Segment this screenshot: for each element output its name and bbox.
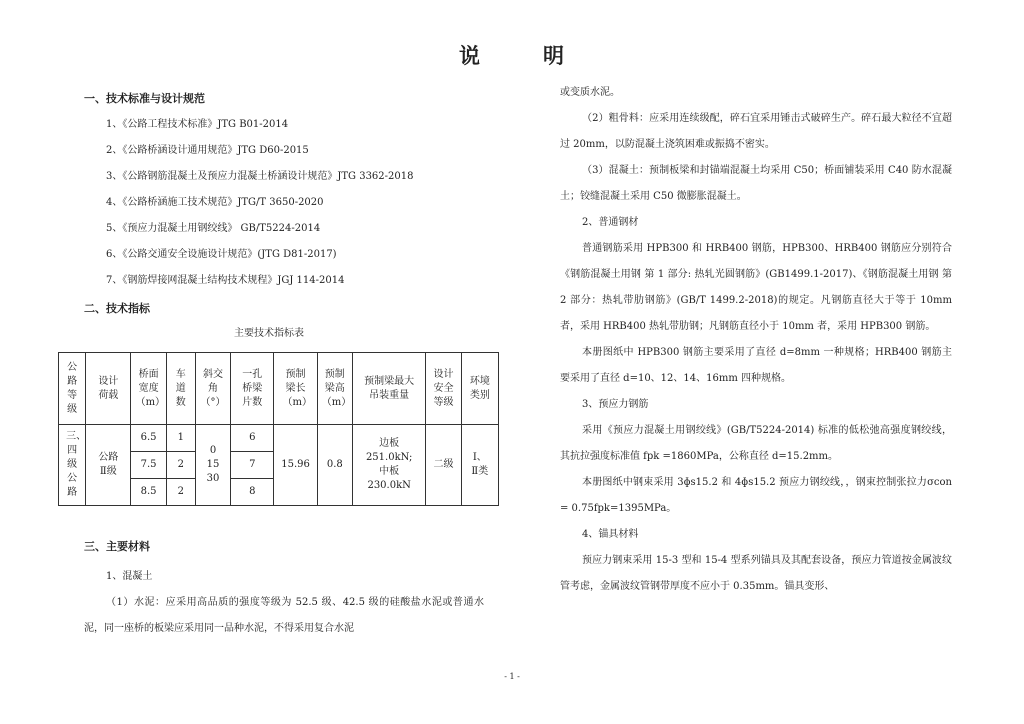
prestress-paragraph-1: 采用《预应力混凝土用钢绞线》(GB/T5224-2014) 标准的低松弛高强度钢绞线，其抗拉强度标准值 fpk =1860MPa，公称直径 d=15.2mm。: [560, 425, 952, 462]
th-width: 桥面宽度（m）: [131, 353, 166, 425]
th-env: 环境类别: [461, 353, 498, 425]
ref-6: 6、《公路交通安全设施设计规范》(JTG D81-2017): [106, 249, 337, 260]
cell-road-class: 三、四级公路: [59, 425, 86, 506]
cell-skew: 0 15 30: [195, 425, 230, 506]
spec-table: [58, 352, 499, 506]
ref-5: 5、《预应力混凝土用钢绞线》 GB/T5224-2014: [106, 223, 321, 234]
cell-girders: 7: [231, 452, 274, 479]
concrete-paragraph: （3）混凝土：预制板梁和封锚端混凝土均采用 C50；桥面铺装采用 C40 防水混凝土；铰缝混凝土采用 C50 微膨胀混凝土。: [560, 165, 952, 202]
th-skew: 斜交角（°）: [195, 353, 230, 425]
cell-env: Ⅰ、 Ⅱ类: [461, 425, 498, 506]
ref-2: 2、《公路桥涵设计通用规范》JTG D60-2015: [106, 145, 309, 156]
cement-continuation: 或变质水泥。: [560, 87, 620, 98]
anchor-paragraph: 预应力钢束采用 15-3 型和 15-4 型系列锚具及其配套设备，预应力管道按金属波纹管考虑，金属波纹管钢带厚度不应小于 0.35mm。锚具变形、: [560, 555, 952, 592]
steel-subheading: 2、普通钢材: [582, 217, 639, 228]
title-char-1: 说: [459, 44, 481, 68]
section3: [84, 538, 484, 642]
right-column: [560, 80, 952, 600]
cell-lanes: 2: [166, 452, 195, 479]
cell-safety: 二级: [426, 425, 461, 506]
table-header-row: [59, 353, 499, 425]
cell-width: 8.5: [131, 479, 166, 506]
page-number: - 1 -: [504, 672, 520, 681]
th-height: 预制梁高（m）: [317, 353, 352, 425]
th-lanes: 车道数: [166, 353, 195, 425]
section1-heading: 一、技术标准与设计规范: [84, 92, 205, 105]
cell-lanes: 1: [166, 425, 195, 452]
cell-girders: 8: [231, 479, 274, 506]
left-column: [84, 90, 484, 349]
cell-lanes: 2: [166, 479, 195, 506]
ref-1: 1、《公路工程技术标准》JTG B01-2014: [106, 119, 289, 130]
ref-7: 7、《钢筋焊接网混凝土结构技术规程》JGJ 114-2014: [106, 275, 345, 286]
ref-4: 4、《公路桥涵施工技术规范》JTG/T 3650-2020: [106, 197, 324, 208]
th-length: 预制梁长（m）: [274, 353, 317, 425]
steel-paragraph-1: 普通钢筋采用 HPB300 和 HRB400 钢筋，HPB300、HRB400 钢筋应分别符合《钢筋混凝土用钢 第 1 部分: 热轧光圆钢筋》(GB1499.1-2017)、《钢筋混凝土用钢 第 2 部分：热轧带肋钢筋》(GB/T 1499.2-2018)的规定。凡钢筋直径大于等于 10mm 者，采用 HRB400 热轧带肋钢；凡钢筋直径小于 10mm 者，采用 HPB300 钢筋。: [560, 243, 952, 332]
th-road-class: 公路等级: [59, 353, 86, 425]
title-char-2: 明: [543, 44, 565, 68]
cell-width: 6.5: [131, 425, 166, 452]
th-load: 设计荷载: [86, 353, 131, 425]
section3-heading: 三、主要材料: [84, 540, 150, 553]
aggregate-paragraph: （2）粗骨料：应采用连续级配，碎石宜采用锤击式破碎生产。碎石最大粒径不宜超过 20mm，以防混凝土浇筑困难或振捣不密实。: [560, 113, 952, 150]
cell-girders: 6: [231, 425, 274, 452]
th-weight: 预制梁最大吊装重量: [352, 353, 426, 425]
steel-paragraph-2: 本册图纸中 HPB300 钢筋主要采用了直径 d=8mm 一种规格；HRB400 钢筋主要采用了直径 d=10、12、14、16mm 四种规格。: [560, 347, 952, 384]
ref-3: 3、《公路钢筋混凝土及预应力混凝土桥涵设计规范》JTG 3362-2018: [106, 171, 414, 182]
prestress-subheading: 3、预应力钢筋: [582, 399, 649, 410]
cement-paragraph: （1）水泥：应采用高品质的强度等级为 52.5 级、42.5 级的硅酸盐水泥或普通水泥，同一座桥的板梁应采用同一品种水泥，不得采用复合水泥: [84, 597, 484, 634]
cell-height: 0.8: [317, 425, 352, 506]
page-title: [0, 40, 1024, 70]
prestress-paragraph-2: 本册图纸中钢束采用 3ɸs15.2 和 4ɸs15.2 预应力钢绞线，，钢束控制张拉力σcon = 0.75fpk=1395MPa。: [560, 477, 952, 514]
cell-width: 7.5: [131, 452, 166, 479]
section2-heading: 二、技术指标: [84, 302, 150, 315]
cell-weight: 边板 251.0kN; 中板 230.0kN: [352, 425, 426, 506]
cell-length: 15.96: [274, 425, 317, 506]
table-caption: 主要技术指标表: [234, 328, 304, 339]
anchor-subheading: 4、锚具材料: [582, 529, 639, 540]
table-row: [59, 425, 499, 452]
cell-load: 公路Ⅱ级: [86, 425, 131, 506]
concrete-subheading: 1、混凝土: [106, 571, 153, 582]
th-safety: 设计安全等级: [426, 353, 461, 425]
th-girders: 一孔桥梁片数: [231, 353, 274, 425]
